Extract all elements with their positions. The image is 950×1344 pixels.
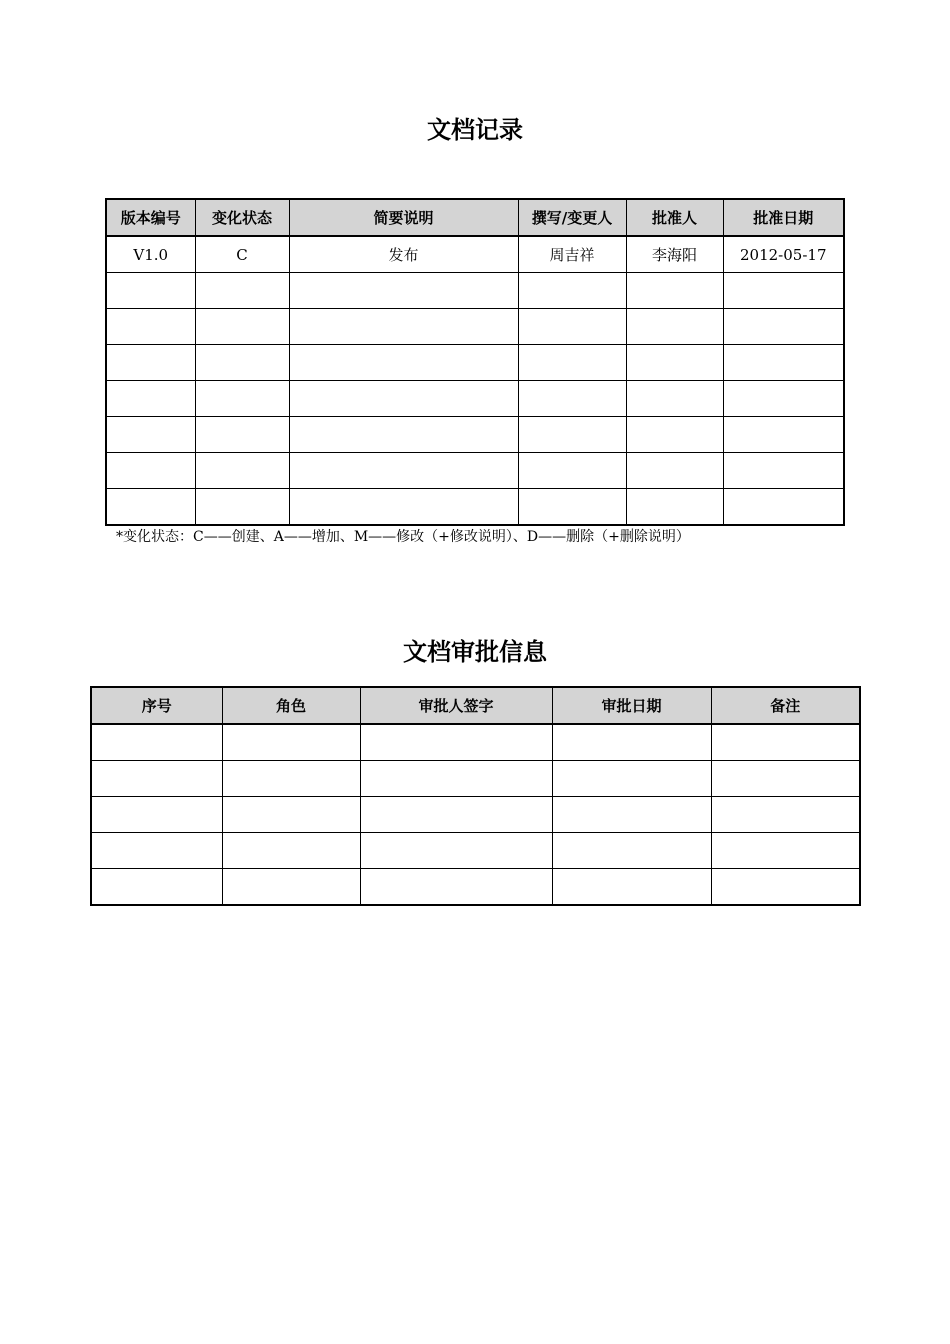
table-cell (723, 381, 844, 417)
table-row (91, 761, 860, 797)
table-cell (626, 417, 723, 453)
table-cell (552, 833, 711, 869)
table-cell (552, 761, 711, 797)
table-row (91, 869, 860, 906)
table-cell (106, 381, 195, 417)
header-remarks: 备注 (711, 687, 860, 724)
table-row (106, 381, 844, 417)
table-cell (518, 453, 626, 489)
table-cell (518, 309, 626, 345)
cell-author: 周吉祥 (518, 236, 626, 273)
table-cell (289, 309, 518, 345)
table-row (106, 489, 844, 526)
table-cell (195, 489, 289, 526)
table-cell (518, 345, 626, 381)
table-cell (91, 761, 222, 797)
table-row (106, 345, 844, 381)
table-cell (289, 453, 518, 489)
header-author: 撰写/变更人 (518, 199, 626, 236)
table-cell (222, 797, 360, 833)
table-row (106, 453, 844, 489)
table-cell (222, 724, 360, 761)
table-cell (552, 797, 711, 833)
table-cell (518, 417, 626, 453)
header-version: 版本编号 (106, 199, 195, 236)
table-cell (91, 833, 222, 869)
table-cell (723, 273, 844, 309)
table-cell (360, 761, 552, 797)
table-cell (723, 417, 844, 453)
table-cell (289, 273, 518, 309)
document-record-title: 文档记录 (427, 116, 523, 144)
table-cell (195, 381, 289, 417)
cell-approval-date: 2012-05-17 (723, 236, 844, 273)
table-cell (195, 273, 289, 309)
table-cell (91, 724, 222, 761)
table-cell (360, 797, 552, 833)
table-cell (723, 489, 844, 526)
table-cell (222, 761, 360, 797)
table-cell (289, 417, 518, 453)
table-cell (91, 797, 222, 833)
table-cell (723, 345, 844, 381)
table-cell (106, 453, 195, 489)
header-role: 角色 (222, 687, 360, 724)
cell-summary: 发布 (289, 236, 518, 273)
table-header-row (106, 199, 844, 236)
table-cell (518, 381, 626, 417)
table-row (106, 236, 844, 273)
cell-change-status: C (195, 236, 289, 273)
table-cell (626, 273, 723, 309)
table-cell (106, 417, 195, 453)
table-cell (518, 273, 626, 309)
table-cell (711, 724, 860, 761)
table-row (106, 273, 844, 309)
table-cell (195, 417, 289, 453)
table-cell (106, 273, 195, 309)
header-change-status: 变化状态 (195, 199, 289, 236)
document-approval-title: 文档审批信息 (403, 638, 547, 666)
table-cell (626, 489, 723, 526)
table-row (106, 309, 844, 345)
table-cell (195, 309, 289, 345)
table-cell (289, 345, 518, 381)
table-cell (106, 309, 195, 345)
table-cell (626, 453, 723, 489)
table-cell (222, 833, 360, 869)
table-header-row (91, 687, 860, 724)
table-cell (195, 453, 289, 489)
table-cell (360, 724, 552, 761)
table-cell (360, 869, 552, 906)
table-cell (518, 489, 626, 526)
table-cell (711, 797, 860, 833)
table-row (91, 724, 860, 761)
table-cell (552, 724, 711, 761)
table-cell (106, 489, 195, 526)
header-summary: 简要说明 (289, 199, 518, 236)
change-status-legend: *变化状态：C——创建、A——增加、M——修改（+修改说明）、D——删除（+删除说明） (116, 529, 690, 545)
table-cell (195, 345, 289, 381)
document-record-table (105, 198, 845, 526)
header-approver-signature: 审批人签字 (360, 687, 552, 724)
table-cell (360, 833, 552, 869)
header-approver: 批准人 (626, 199, 723, 236)
table-row (91, 833, 860, 869)
table-cell (222, 869, 360, 906)
header-approval-date: 批准日期 (723, 199, 844, 236)
header-sequence: 序号 (91, 687, 222, 724)
table-cell (91, 869, 222, 906)
table-cell (106, 345, 195, 381)
table-cell (626, 381, 723, 417)
table-cell (723, 453, 844, 489)
table-cell (289, 489, 518, 526)
cell-version: V1.0 (106, 236, 195, 273)
table-cell (711, 869, 860, 906)
table-cell (723, 309, 844, 345)
header-approval-date: 审批日期 (552, 687, 711, 724)
table-row (106, 417, 844, 453)
table-cell (626, 345, 723, 381)
document-approval-table (90, 686, 861, 906)
cell-approver: 李海阳 (626, 236, 723, 273)
table-cell (552, 869, 711, 906)
table-cell (711, 833, 860, 869)
table-row (91, 797, 860, 833)
table-cell (626, 309, 723, 345)
table-cell (711, 761, 860, 797)
table-cell (289, 381, 518, 417)
